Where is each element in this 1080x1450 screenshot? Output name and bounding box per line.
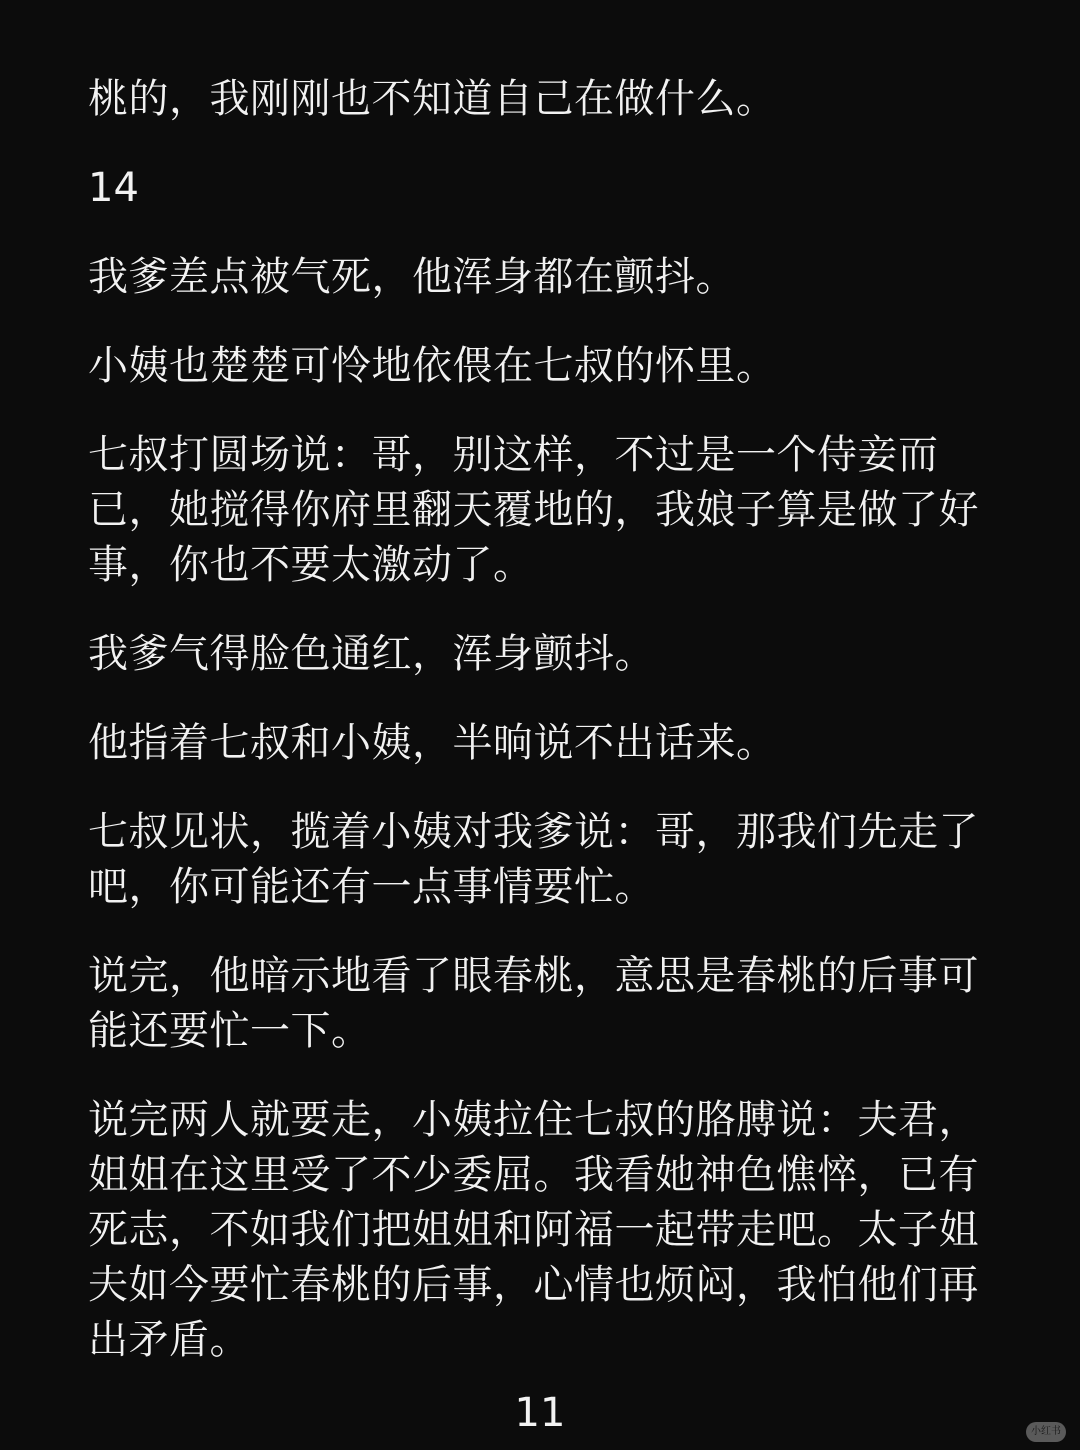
paragraph: 我爹差点被气死，他浑身都在颤抖。 [88, 254, 736, 300]
paragraph: 说完，他暗示地看了眼春桃，意思是春桃的后事可能还要忙一下。 [88, 953, 979, 1054]
paragraph: 七叔打圆场说：哥，别这样，不过是一个侍妾而已，她搅得你府里翻天覆地的，我娘子算是做了好事，你也不要太激动了。 [88, 432, 979, 588]
page-number: 11 [514, 1390, 566, 1436]
paragraph: 桃的，我刚刚也不知道自己在做什么。 [88, 76, 777, 122]
paragraph: 小姨也楚楚可怜地依偎在七叔的怀里。 [88, 343, 777, 389]
paragraph: 说完两人就要走，小姨拉住七叔的胳膊说：夫君，姐姐在这里受了不少委屈。我看她神色憔悴，已有死志，不如我们把姐姐和阿福一起带走吧。太子姐夫如今要忙春桃的后事，心情也烦闷，我怕他们再出矛盾。 [88, 1097, 979, 1363]
paragraph: 我爹气得脸色通红，浑身颤抖。 [88, 631, 655, 677]
paragraph: 他指着七叔和小姨，半晌说不出话来。 [88, 720, 777, 766]
watermark-logo: 小红书 [1026, 1422, 1066, 1442]
chapter-number: 14 [88, 165, 139, 211]
paragraph: 七叔见状，揽着小姨对我爹说：哥，那我们先走了吧，你可能还有一点事情要忙。 [88, 809, 979, 910]
reader-content [88, 72, 990, 1402]
